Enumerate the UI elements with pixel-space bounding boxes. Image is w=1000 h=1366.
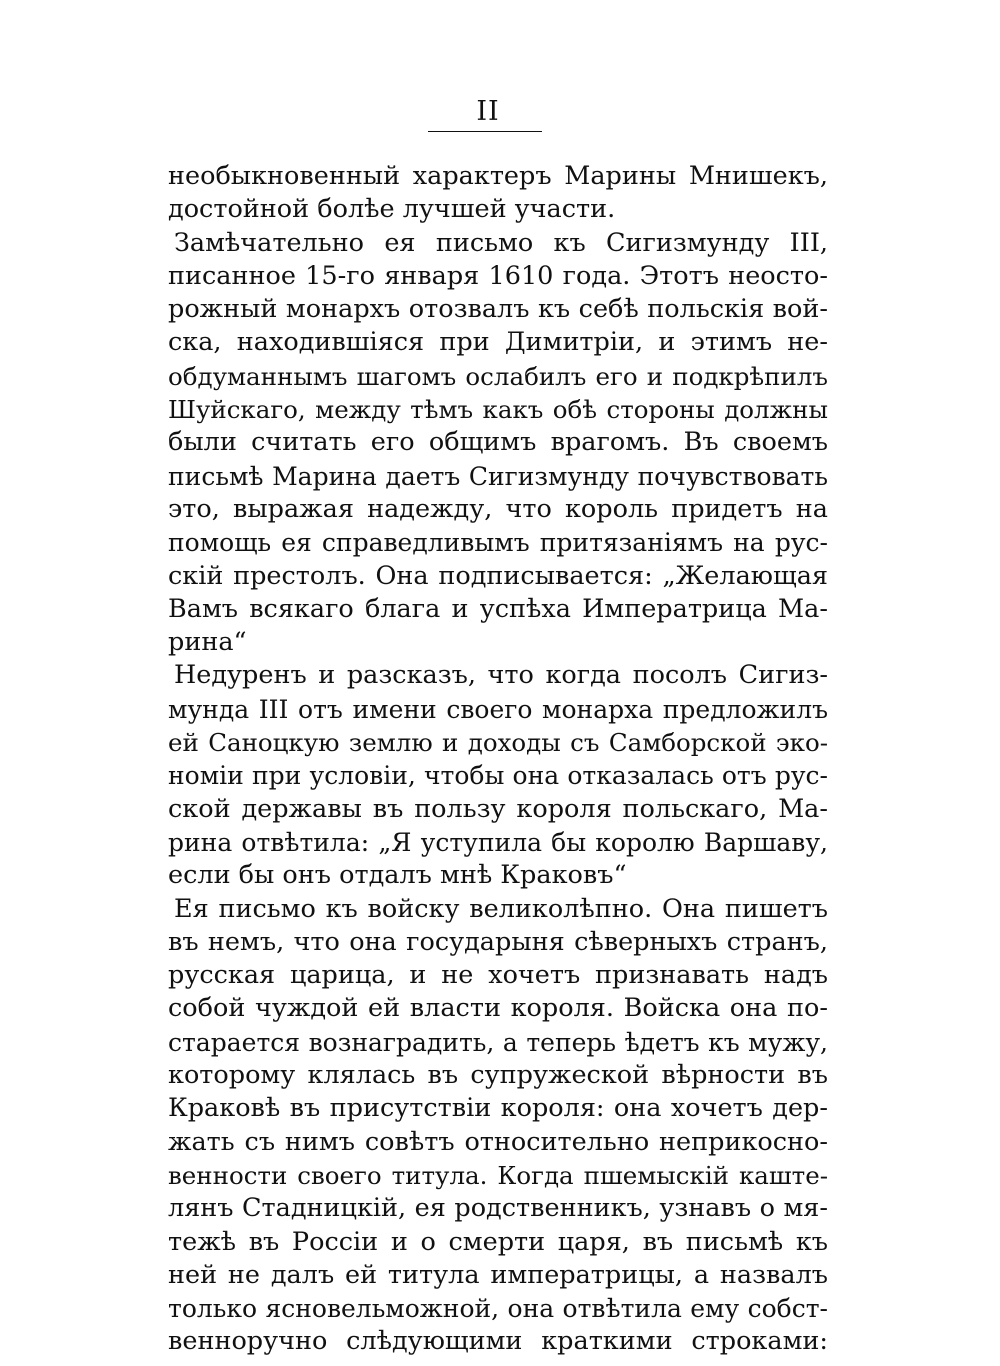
text-line: Вамъ всякаго блага и успѣха Императрица Ма-: [168, 593, 828, 624]
text-line: номіи при условіи, чтобы она отказалась отъ рус-: [168, 761, 828, 791]
text-line: тежѣ въ Россіи и о смерти царя, въ письмѣ къ: [168, 1226, 828, 1257]
page-number: II: [476, 96, 500, 127]
page-number-rule: [428, 131, 542, 132]
text-line: Ея письмо къ войску великолѣпно. Она пишетъ: [174, 893, 828, 924]
text-line: необыкновенный характеръ Марины Мнишекъ,: [168, 161, 828, 191]
text-line: ей Саноцкую землю и доходы съ Самборской эко-: [168, 728, 828, 758]
text-line: венноручно слѣдующими краткими строками:: [168, 1326, 828, 1357]
body-text: [168, 160, 828, 1359]
text-line: лянъ Стадницкій, ея родственникъ, узнавъ о мя-: [168, 1193, 828, 1224]
text-line: которому клялась въ супружеской вѣрности въ: [168, 1060, 828, 1091]
text-line: ней не далъ ей титула императрицы, а назвалъ: [168, 1259, 828, 1290]
text-line: русская царица, и не хочетъ признавать надъ: [168, 960, 828, 991]
text-line: Недуренъ и разсказъ, что когда посолъ Сигиз-: [174, 660, 828, 691]
text-line: въ немъ, что она государыня сѣверныхъ странъ,: [168, 926, 828, 957]
text-line: только ясновельможной, она отвѣтила ему собст-: [168, 1294, 828, 1324]
text-line: это, выражая надежду, что король придетъ на: [168, 493, 828, 524]
text-line: рина“: [168, 627, 247, 658]
text-line: рожный монархъ отозвалъ къ себѣ польскія вой-: [168, 294, 828, 325]
text-line: писанное 15-го января 1610 года. Этотъ неосто-: [168, 260, 828, 291]
text-line: мунда III отъ имени своего монарха предложилъ: [168, 694, 828, 724]
text-line: скій престолъ. Она подписывается: „Желающая: [168, 560, 828, 591]
text-line: ска, находившіяся при Димитріи, и этимъ не-: [168, 327, 828, 358]
text-line: обдуманнымъ шагомъ ослабилъ его и подкрѣпилъ: [168, 361, 828, 391]
text-line: Шуйскаго, между тѣмъ какъ обѣ стороны должны: [168, 395, 828, 425]
text-line: Замѣчательно ея письмо къ Сигизмунду III,: [174, 227, 828, 258]
text-line: старается вознаградить, а теперь ѣдетъ къ мужу,: [168, 1027, 828, 1057]
text-line: если бы онъ отдалъ мнѣ Краковъ“: [168, 860, 627, 891]
text-line: письмѣ Марина даетъ Сигизмунду почувствовать: [168, 461, 828, 491]
text-line: собой чуждой ей власти короля. Войска она по-: [168, 993, 828, 1024]
text-line: достойной болѣе лучшей участи.: [168, 194, 616, 225]
text-line: Краковѣ въ присутствіи короля: она хочетъ дер-: [168, 1093, 828, 1124]
text-line: были считать его общимъ врагомъ. Въ своемъ: [168, 427, 828, 458]
text-line: жать съ нимъ совѣтъ относительно неприкосно-: [168, 1126, 828, 1157]
text-line: рина отвѣтила: „Я уступила бы королю Варшаву,: [168, 827, 828, 857]
text-line: помощь ея справедливымъ притязаніямъ на рус-: [168, 528, 828, 558]
text-line: венности своего титула. Когда пшемыскій каште-: [168, 1160, 828, 1190]
text-line: ской державы въ пользу короля польскаго, Ма-: [168, 793, 828, 824]
